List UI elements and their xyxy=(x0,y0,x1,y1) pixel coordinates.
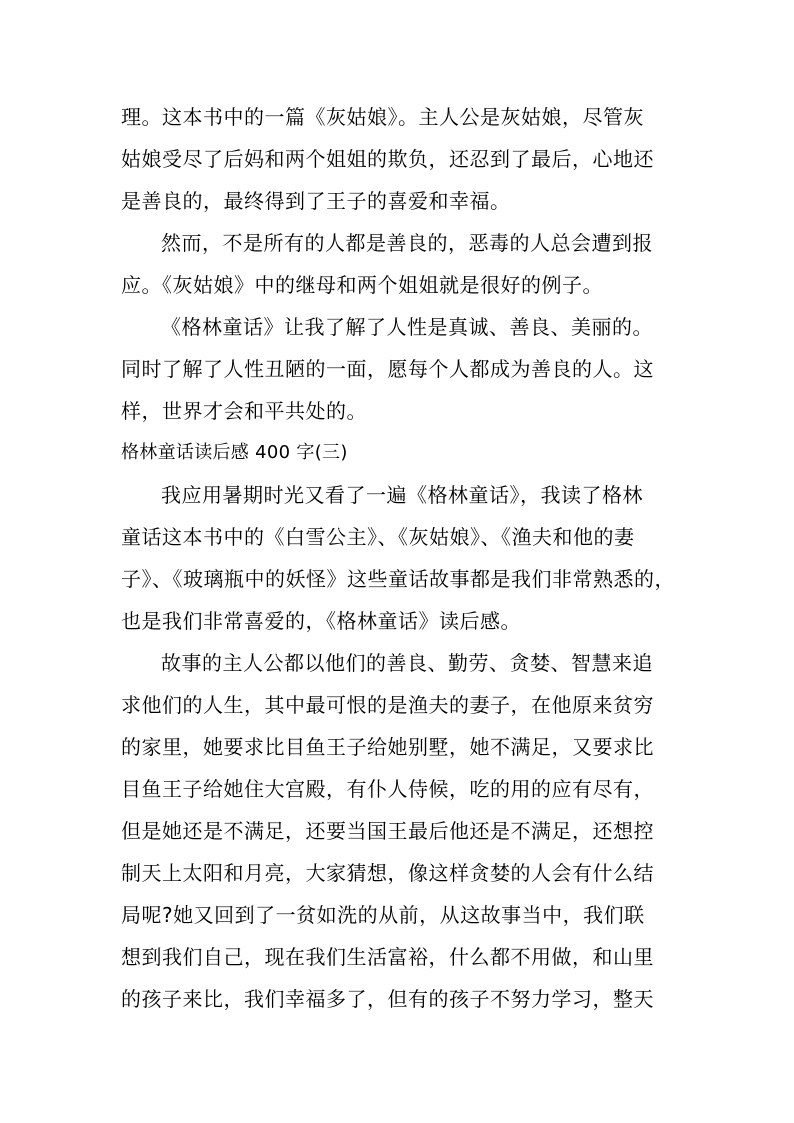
paragraph-1-line-2: 姑娘受尽了后妈和两个姐姐的欺负，还忍到了最后，心地还 xyxy=(121,147,654,171)
paragraph-3-line-1: 《格林童话》让我了解了人性是真诚、善良、美丽的。 xyxy=(161,315,653,339)
section-paragraph-2-line-2: 求他们的人生，其中最可恨的是渔夫的妻子，在他原来贫穷 xyxy=(121,693,654,717)
section-paragraph-2-line-9: 的孩子来比，我们幸福多了，但有的孩子不努力学习，整天 xyxy=(121,987,654,1011)
paragraph-3-line-2: 同时了解了人性丑陋的一面，愿每个人都成为善良的人。这 xyxy=(121,357,654,381)
section-paragraph-2-line-6: 制天上太阳和月亮，大家猜想，像这样贪婪的人会有什么结 xyxy=(121,861,654,885)
paragraph-2-line-1: 然而，不是所有的人都是善良的，恶毒的人总会遭到报 xyxy=(161,231,653,255)
section-paragraph-2-line-4: 目鱼王子给她住大宫殿，有仆人侍候，吃的用的应有尽有， xyxy=(121,777,654,801)
paragraph-3-line-3: 样，世界才会和平共处的。 xyxy=(121,399,367,423)
section-paragraph-1-line-4: 也是我们非常喜爱的，《格林童话》读后感。 xyxy=(121,609,521,633)
section-paragraph-2-line-1: 故事的主人公都以他们的善良、勤劳、贪婪、智慧来追 xyxy=(161,651,653,675)
section-paragraph-2-line-7: 局呢?她又回到了一贫如洗的从前，从这故事当中，我们联 xyxy=(121,903,645,927)
paragraph-2-line-2: 应。《灰姑娘》中的继母和两个姐姐就是很好的例子。 xyxy=(121,273,603,297)
section-paragraph-2-line-3: 的家里，她要求比目鱼王子给她别墅，她不满足，又要求比 xyxy=(121,735,654,759)
section-paragraph-1-line-3: 子》、《玻璃瓶中的妖怪》这些童话故事都是我们非常熟悉的， xyxy=(121,567,675,591)
section-paragraph-1-line-2: 童话这本书中的《白雪公主》、《灰姑娘》、《渔夫和他的妻 xyxy=(121,525,635,549)
paragraph-1-line-3: 是善良的，最终得到了王子的喜爱和幸福。 xyxy=(121,189,511,213)
section-paragraph-2-line-5: 但是她还是不满足，还要当国王最后他还是不满足，还想控 xyxy=(121,819,654,843)
section-paragraph-2-line-8: 想到我们自己，现在我们生活富裕，什么都不用做，和山里 xyxy=(121,945,654,969)
paragraph-1-line-1: 理。这本书中的一篇《灰姑娘》。主人公是灰姑娘，尽管灰 xyxy=(121,105,644,129)
section-heading: 格林童话读后感 400 字(三) xyxy=(121,442,348,463)
section-paragraph-1-line-1: 我应用暑期时光又看了一遍《格林童话》，我读了格林 xyxy=(161,483,643,507)
